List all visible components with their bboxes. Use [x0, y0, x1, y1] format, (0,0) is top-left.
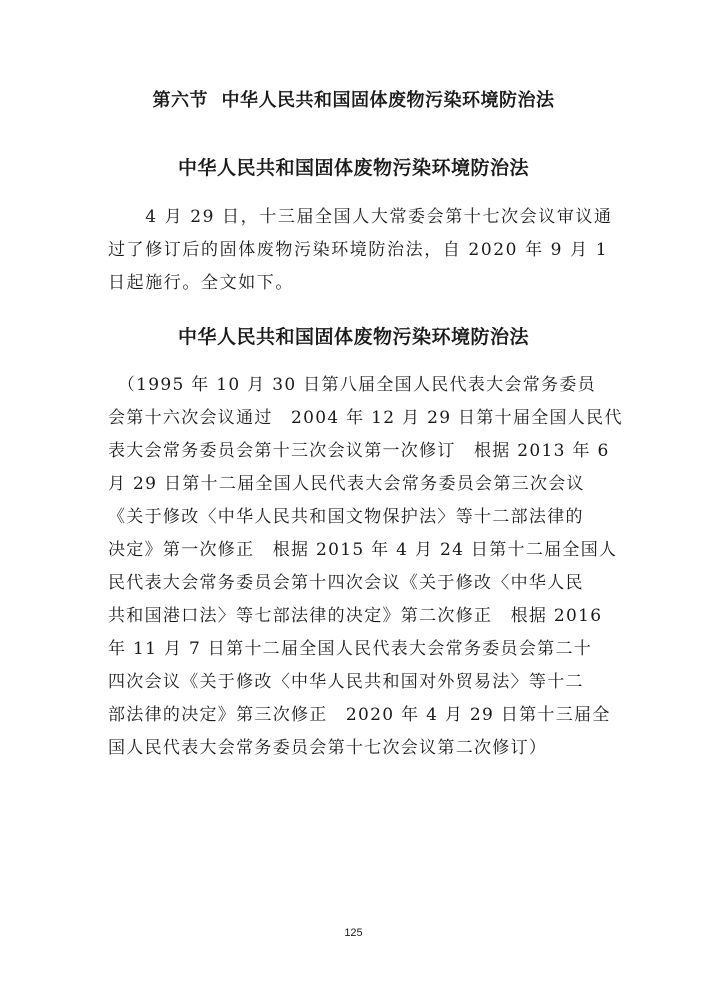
page-number: 125	[344, 927, 363, 939]
section-heading: 第六节 中华人民共和国固体废物污染环境防治法	[152, 90, 555, 111]
history-line: 民代表大会常务委员会第十四次会议《关于修改〈中华人民	[108, 573, 584, 593]
legislative-history-paragraph	[108, 369, 623, 765]
history-line: （1995 年 10 月 30 日第八届全国人民代表大会常务委员	[108, 375, 596, 395]
intro-paragraph	[108, 201, 613, 300]
history-line: 决定》第一次修正 根据 2015 年 4 月 24 日第十二届全国人	[108, 540, 618, 560]
history-line: 月 29 日第十二届全国人民代表大会常务委员会第三次会议	[108, 474, 585, 494]
history-line: 四次会议《关于修改〈中华人民共和国对外贸易法〉等十二	[108, 672, 584, 692]
history-line: 国人民代表大会常务委员会第十七次会议第二次修订）	[108, 738, 548, 758]
intro-line: 日起施行。全文如下。	[108, 273, 294, 293]
history-line: 《关于修改〈中华人民共和国文物保护法〉等十二部法律的	[108, 507, 584, 527]
history-line: 年 11 月 7 日第十二届全国人民代表大会常务委员会第二十	[108, 639, 593, 659]
history-line: 表大会常务委员会第十三次会议第一次修订 根据 2013 年 6	[108, 441, 610, 461]
law-title: 中华人民共和国固体废物污染环境防治法	[177, 157, 529, 179]
history-line: 共和国港口法〉等七部法律的决定》第二次修正 根据 2016	[108, 606, 603, 626]
intro-line: 过了修订后的固体废物污染环境防治法，自 2020 年 9 月 1	[108, 240, 609, 260]
law-title-repeat: 中华人民共和国固体废物污染环境防治法	[177, 326, 529, 348]
history-line: 部法律的决定》第三次修正 2020 年 4 月 29 日第十三届全	[108, 705, 611, 725]
history-line: 会第十六次会议通过 2004 年 12 月 29 日第十届全国人民代	[108, 408, 623, 428]
intro-line: 4 月 29 日，十三届全国人大常委会第十七次会议审议通	[108, 207, 613, 227]
